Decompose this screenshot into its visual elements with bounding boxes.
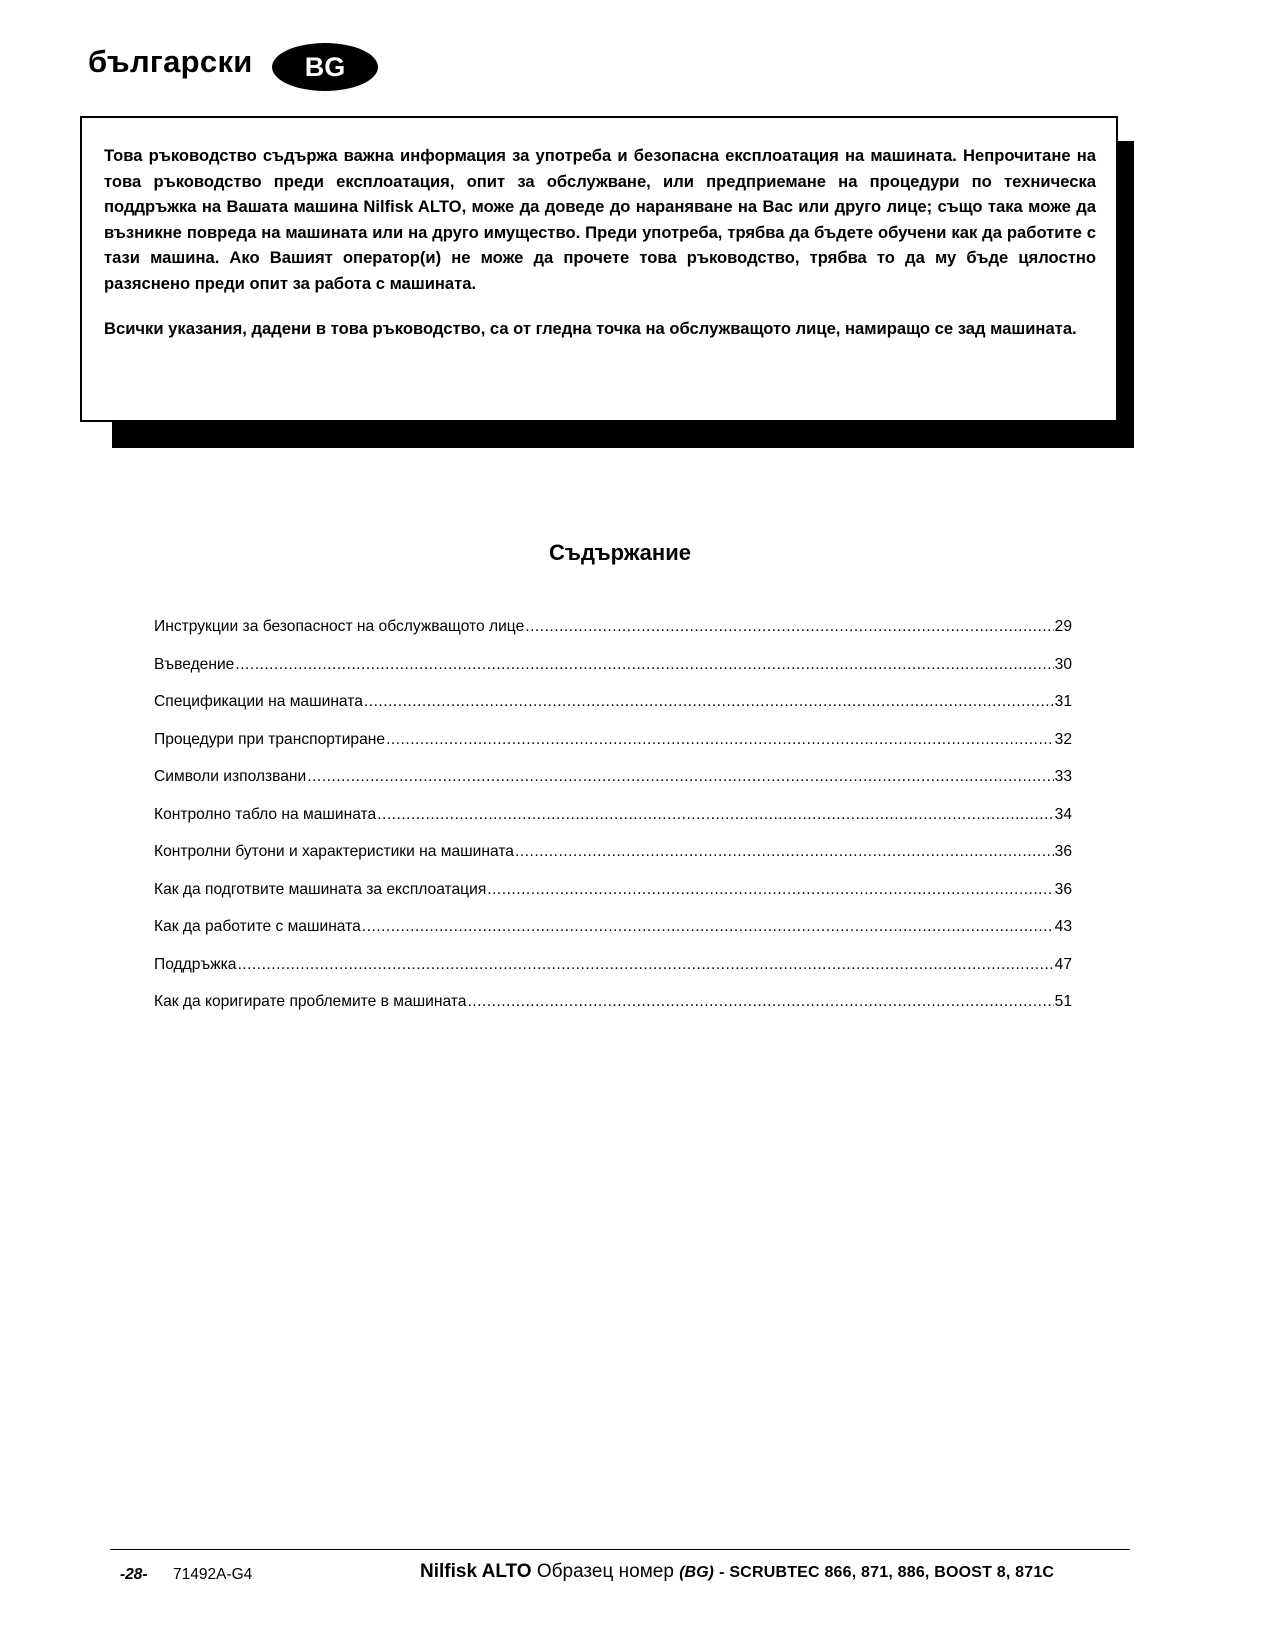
toc-entry-page: 30 xyxy=(1054,655,1072,673)
toc-entry[interactable] xyxy=(154,693,1072,731)
toc-entry[interactable] xyxy=(154,618,1072,656)
toc-entry[interactable] xyxy=(154,843,1072,881)
toc-leader-dots xyxy=(237,956,1053,974)
toc-entry-page: 32 xyxy=(1054,730,1072,748)
toc-entry-label: Как да коригирате проблемите в машината xyxy=(154,993,467,1010)
toc-leader-dots xyxy=(364,693,1054,711)
toc-entry-label: Как да подготвите машината за експлоатация xyxy=(154,880,487,898)
footer-doc-code: 71492A-G4 xyxy=(173,1566,253,1583)
notice-paragraph-2: Всички указания, дадени в това ръководство, са от гледна точка на обслужващото лице, намиращо се зад машината. xyxy=(104,319,1077,338)
footer-page-number: -28- xyxy=(120,1566,148,1583)
footer-form-label: Образец номер xyxy=(536,1561,674,1582)
toc-entry-page: 31 xyxy=(1054,693,1072,710)
toc-entry-page: 34 xyxy=(1054,805,1072,823)
footer-models: - SCRUBTEC 866, 871, 886, BOOST 8, 871C xyxy=(719,1564,1055,1581)
notice-box xyxy=(80,116,1118,422)
toc-title: Съдържание xyxy=(549,540,691,565)
toc-entry[interactable] xyxy=(154,993,1072,1031)
toc-entry-label: Контролно табло на машината xyxy=(154,805,377,823)
toc-entry[interactable] xyxy=(154,881,1072,919)
toc-leader-dots xyxy=(235,656,1053,674)
toc-entry-page: 43 xyxy=(1054,918,1072,935)
toc-entry-label: Процедури при транспортиране xyxy=(154,730,386,748)
toc-entry[interactable] xyxy=(154,918,1072,956)
language-title: български xyxy=(88,44,253,79)
toc-leader-dots xyxy=(377,806,1053,824)
toc-entry-label: Въведение xyxy=(154,655,235,673)
toc-entry-label: Поддръжка xyxy=(154,955,237,973)
toc-entry[interactable] xyxy=(154,806,1072,844)
table-of-contents xyxy=(154,618,1072,1031)
toc-leader-dots xyxy=(362,918,1054,936)
language-badge: BG xyxy=(272,43,378,91)
toc-entry-page: 36 xyxy=(1054,880,1072,898)
footer-brand: Nilfisk ALTO xyxy=(420,1561,532,1582)
footer-title xyxy=(420,1561,1054,1583)
toc-leader-dots xyxy=(487,881,1053,899)
toc-leader-dots xyxy=(525,618,1053,636)
footer-divider xyxy=(110,1549,1130,1550)
toc-entry-label: Контролни бутони и характеристики на машината xyxy=(154,843,514,860)
toc-entry-page: 36 xyxy=(1054,843,1072,860)
toc-entry-label: Спецификации на машината xyxy=(154,693,363,710)
toc-leader-dots xyxy=(307,768,1053,786)
toc-entry[interactable] xyxy=(154,768,1072,806)
toc-entry-label: Инструкции за безопасност на обслужващото лице xyxy=(154,618,525,635)
toc-entry[interactable] xyxy=(154,956,1072,994)
toc-entry-label: Символи използвани xyxy=(154,768,307,785)
toc-leader-dots xyxy=(515,843,1054,861)
toc-entry[interactable] xyxy=(154,731,1072,769)
notice-paragraph-1: Това ръководство съдържа важна информация за употреба и безопасна експлоатация на машината. Непрочитане на това ръководство преди експлоатация, опит за обслужване, или предприемане на процедури по техническа поддръжка на Вашата машина Nilfisk ALTO, може да доведе до нараняване на Вас или друго лице; също така може да възникне повреда на машината или на друго имущество. Преди употреба, трябва да бъдете обучени как да работите с тази машина. Ако Вашият оператор(и) не може да прочете това ръководство, трябва то да му бъде цялостно разяснено преди опит за работа с машината. xyxy=(104,146,1096,293)
footer-lang-code: (BG) xyxy=(679,1564,714,1581)
toc-entry-page: 51 xyxy=(1054,993,1072,1010)
toc-leader-dots xyxy=(386,731,1054,749)
toc-entry-page: 47 xyxy=(1054,955,1072,973)
toc-leader-dots xyxy=(467,993,1053,1011)
toc-entry-page: 33 xyxy=(1054,768,1072,785)
toc-entry[interactable] xyxy=(154,656,1072,694)
toc-entry-page: 29 xyxy=(1054,618,1072,635)
toc-entry-label: Как да работите с машината xyxy=(154,918,361,935)
